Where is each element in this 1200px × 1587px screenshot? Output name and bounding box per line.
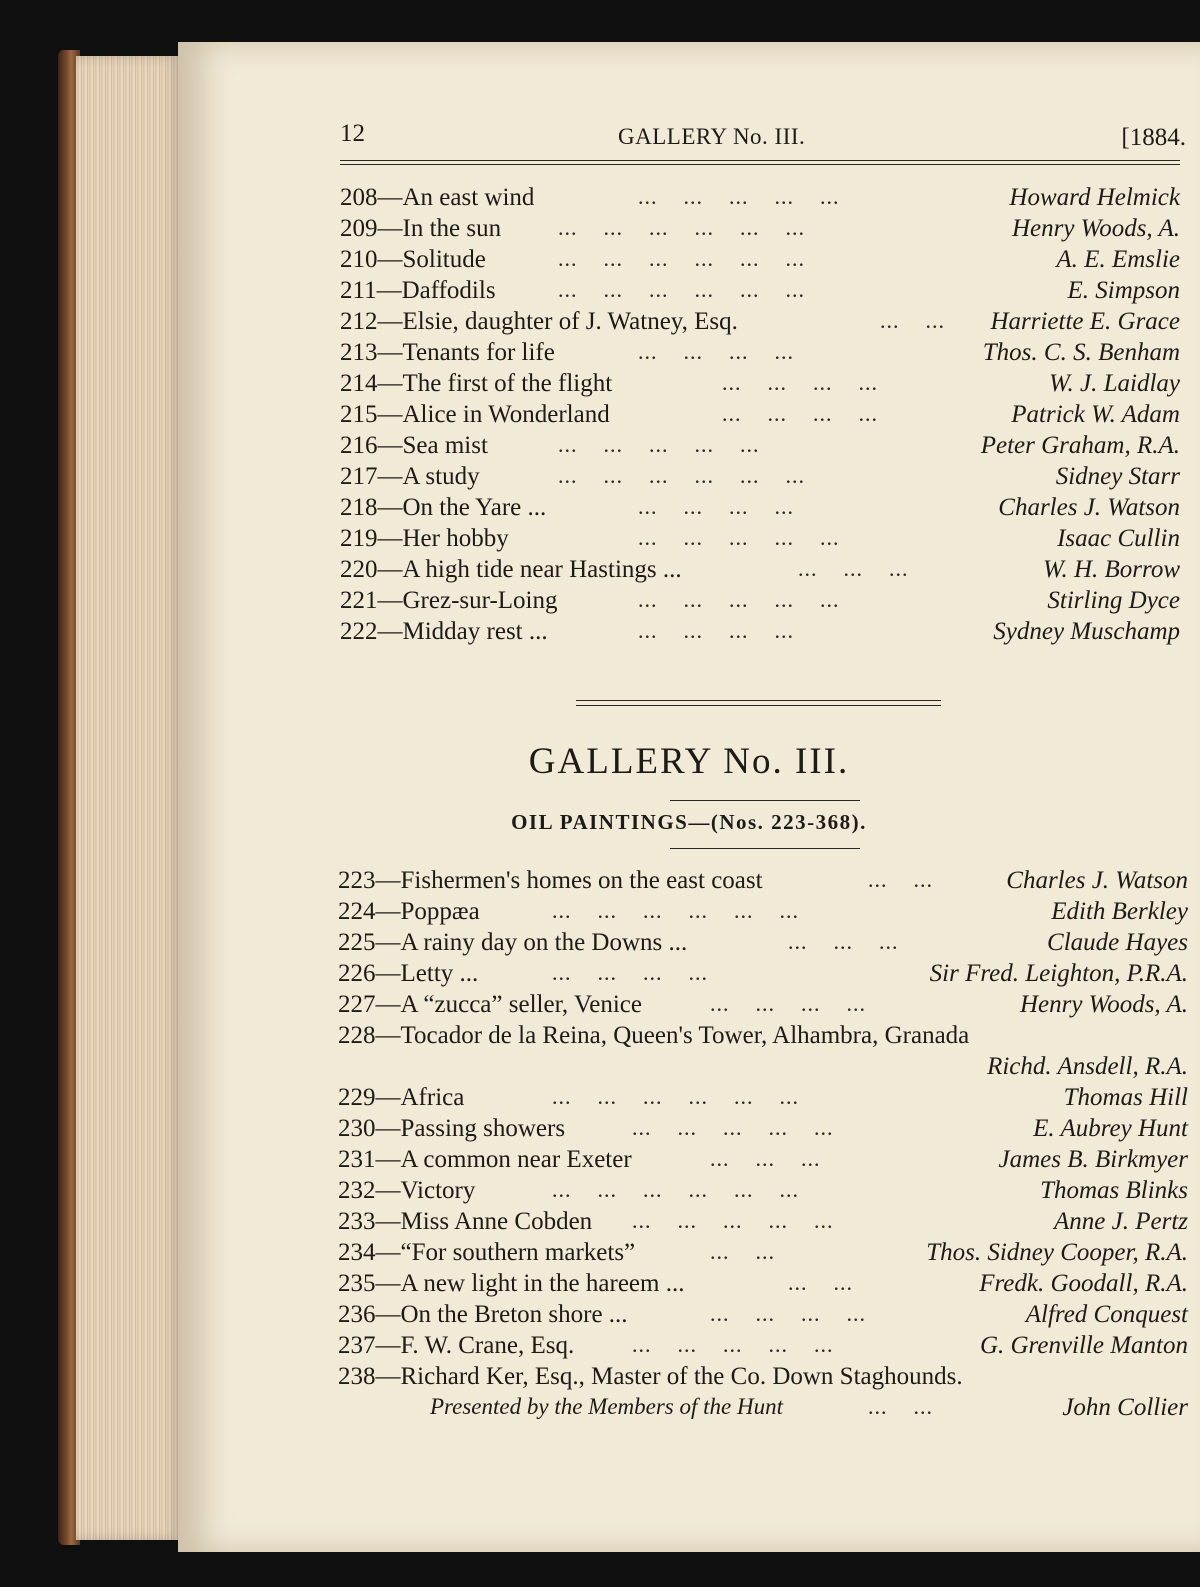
oil-paintings-heading: OIL PAINTINGS—(Nos. 223-368). (511, 810, 867, 834)
list-item: 228—Tocador de la Reina, Queen's Tower, Alhambra, Granada Richd. Ansdell, R.A. (338, 1022, 1188, 1080)
list-item: 213—Tenants for life ... ... ... ... Thos. C. S. Benham (340, 339, 1180, 366)
dot-leader: ... ... ... ... ... (638, 184, 840, 209)
book-spread (58, 42, 1200, 1552)
header-year: [1884. (1121, 124, 1186, 151)
presentation-note: Presented by the Members of the Hunt (430, 1394, 783, 1419)
list-item: 218—On the Yare ... ... ... ... ... Charles J. Watson (340, 494, 1180, 521)
list-item: 212—Elsie, daughter of J. Watney, Esq. ... ... Harriette E. Grace (340, 308, 1180, 335)
header-rule-second (340, 164, 1180, 165)
list-item: 210—Solitude ... ... ... ... ... ... A. E. Emslie (340, 246, 1180, 273)
dot-leader: ... ... ... ... ... ... (552, 1177, 799, 1202)
list-item: 236—On the Breton shore ... ... ... ... ... Alfred Conquest (338, 1301, 1188, 1328)
dot-leader: ... ... (710, 1239, 775, 1264)
section-divider (576, 700, 941, 701)
dot-leader: ... ... ... (710, 1146, 821, 1171)
heading-rule (670, 800, 860, 801)
dot-leader: ... ... ... ... (552, 960, 708, 985)
list-item: 238—Richard Ker, Esq., Master of the Co. Down Staghounds. Presented by the Members of the Hunt ... ... John Collier (338, 1363, 1188, 1421)
dot-leader: ... ... ... ... ... ... (552, 1084, 799, 1109)
list-item: 225—A rainy day on the Downs ... ... ... ... Claude Hayes (338, 929, 1188, 956)
dot-leader: ... ... ... ... ... (632, 1332, 834, 1357)
dot-leader: ... ... ... ... (638, 618, 794, 643)
section-divider-second (576, 705, 941, 706)
dot-leader: ... ... ... ... ... (638, 587, 840, 612)
list-item: 215—Alice in Wonderland ... ... ... ... Patrick W. Adam (340, 401, 1180, 428)
list-item: 233—Miss Anne Cobden ... ... ... ... ... Anne J. Pertz (338, 1208, 1188, 1235)
list-item: 229—Africa ... ... ... ... ... ... Thomas Hill (338, 1084, 1188, 1111)
list-item: 227—A “zucca” seller, Venice ... ... ... ... Henry Woods, A. (338, 991, 1188, 1018)
dot-leader: ... ... (788, 1270, 853, 1295)
list-item: 208—An east wind ... ... ... ... ... Howard Helmick (340, 184, 1180, 211)
dot-leader: ... ... ... (798, 556, 909, 581)
list-item: 219—Her hobby ... ... ... ... ... Isaac Cullin (340, 525, 1180, 552)
dot-leader: ... ... ... ... (710, 991, 866, 1016)
dot-leader: ... ... ... ... ... (632, 1208, 834, 1233)
dot-leader: ... ... ... ... ... ... (558, 277, 805, 302)
list-item: 235—A new light in the hareem ... ... ... Fredk. Goodall, R.A. (338, 1270, 1188, 1297)
list-item: 234—“For southern markets” ... ... Thos. Sidney Cooper, R.A. (338, 1239, 1188, 1266)
dot-leader: ... ... ... ... ... ... (558, 246, 805, 271)
dot-leader: ... ... ... ... ... ... (552, 898, 799, 923)
dot-leader: ... ... ... ... (638, 494, 794, 519)
list-item: 223—Fishermen's homes on the east coast ... ... Charles J. Watson (338, 867, 1188, 894)
list-item: 214—The first of the flight ... ... ... ... W. J. Laidlay (340, 370, 1180, 397)
list-item: 211—Daffodils ... ... ... ... ... ... E. Simpson (340, 277, 1180, 304)
list-item: 216—Sea mist ... ... ... ... ... Peter Graham, R.A. (340, 432, 1180, 459)
dot-leader: ... ... ... ... (722, 401, 878, 426)
header-rule (340, 160, 1180, 161)
catalogue-page (178, 42, 1200, 1552)
list-item: 230—Passing showers ... ... ... ... ... E. Aubrey Hunt (338, 1115, 1188, 1142)
list-item: 224—Poppæa ... ... ... ... ... ... Edith Berkley (338, 898, 1188, 925)
list-item: 209—In the sun ... ... ... ... ... ... Henry Woods, A. (340, 215, 1180, 242)
dot-leader: ... ... (868, 1394, 933, 1419)
dot-leader: ... ... ... (788, 929, 899, 954)
dot-leader: ... ... ... ... (722, 370, 878, 395)
list-item: 232—Victory ... ... ... ... ... ... Thomas Blinks (338, 1177, 1188, 1204)
dot-leader: ... ... ... ... (638, 339, 794, 364)
list-item: 217—A study ... ... ... ... ... ... Sidney Starr (340, 463, 1180, 490)
running-title: GALLERY No. III. (618, 124, 806, 149)
dot-leader: ... ... ... ... (710, 1301, 866, 1326)
list-item: 220—A high tide near Hastings ... ... ... ... W. H. Borrow (340, 556, 1180, 583)
list-item: 237—F. W. Crane, Esq. ... ... ... ... ... G. Grenville Manton (338, 1332, 1188, 1359)
heading-rule-lower (670, 848, 860, 849)
page-number: 12 (340, 120, 365, 147)
page-edges (76, 56, 182, 1540)
dot-leader: ... ... (868, 867, 933, 892)
dot-leader: ... ... ... ... ... ... (558, 463, 805, 488)
list-item: 231—A common near Exeter ... ... ... James B. Birkmyer (338, 1146, 1188, 1173)
dot-leader: ... ... ... ... ... (558, 432, 760, 457)
dot-leader: ... ... (880, 308, 945, 333)
dot-leader: ... ... ... ... ... (632, 1115, 834, 1140)
list-item: 222—Midday rest ... ... ... ... ... Sydney Muschamp (340, 618, 1180, 645)
dot-leader: ... ... ... ... ... ... (558, 215, 805, 240)
dot-leader: ... ... ... ... ... (638, 525, 840, 550)
list-item: 221—Grez-sur-Loing ... ... ... ... ... Stirling Dyce (340, 587, 1180, 614)
gallery-heading: GALLERY No. III. (528, 741, 850, 782)
list-item: 226—Letty ... ... ... ... ... Sir Fred. Leighton, P.R.A. (338, 960, 1188, 987)
